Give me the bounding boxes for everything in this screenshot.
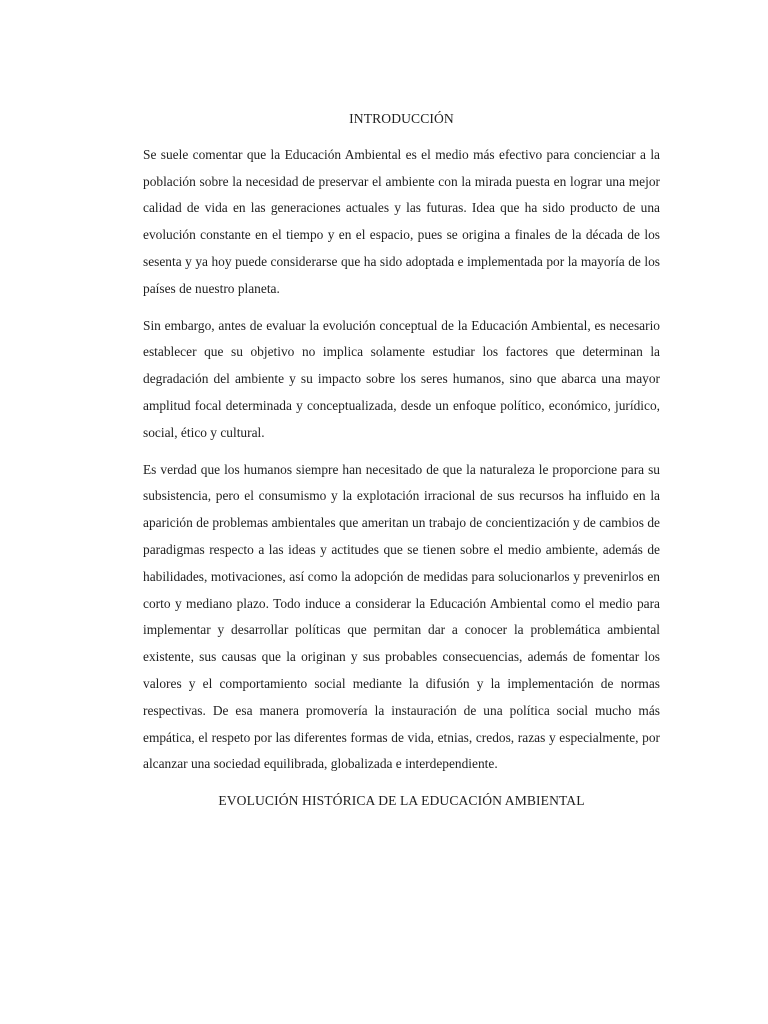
section-heading: EVOLUCIÓN HISTÓRICA DE LA EDUCACIÓN AMBIENTAL	[218, 793, 585, 809]
document-body	[143, 106, 660, 815]
paragraph-3: Es verdad que los humanos siempre han necesitado de que la naturaleza le proporcione para su subsistencia, pero el consumismo y la explotación irracional de sus recursos ha influido en la aparición de problemas ambientales que ameritan un trabajo de concientización y de cambios de paradigmas respecto a las ideas y actitudes que se tienen sobre el medio ambiente, además de habilidades, motivaciones, así como la adopción de medidas para solucionarlos y prevenirlos en corto y mediano plazo. Todo induce a considerar la Educación Ambiental como el medio para implementar y desarrollar políticas que permitan dar a conocer la problemática ambiental existente, sus causas que la originan y sus probables consecuencias, además de fomentar los valores y el comportamiento social mediante la difusión y la implementación de normas respectivas. De esa manera promovería la instauración de una política social mucho más empática, el respeto por las diferentes formas de vida, etnias, credos, razas y especialmente, por alcanzar una sociedad equilibrada, globalizada e interdependiente.	[143, 461, 660, 772]
page-title: INTRODUCCIÓN	[349, 111, 454, 126]
paragraph-2: Sin embargo, antes de evaluar la evolución conceptual de la Educación Ambiental, es necesario establecer que su objetivo no implica solamente estudiar los factores que determinan la degradación del ambiente y su impacto sobre los seres humanos, sino que abarca una mayor amplitud focal determinada y conceptualizada, desde un enfoque político, económico, jurídico, social, ético y cultural.	[143, 317, 660, 440]
paragraph-1: Se suele comentar que la Educación Ambiental es el medio más efectivo para concienciar a la población sobre la necesidad de preservar el ambiente con la mirada puesta en lograr una mejor calidad de vida en las generaciones actuales y las futuras. Idea que ha sido producto de una evolución constante en el tiempo y en el espacio, pues se origina a finales de la década de los sesenta y ya hoy puede considerarse que ha sido adoptada e implementada por la mayoría de los países de nuestro planeta.	[143, 146, 660, 296]
